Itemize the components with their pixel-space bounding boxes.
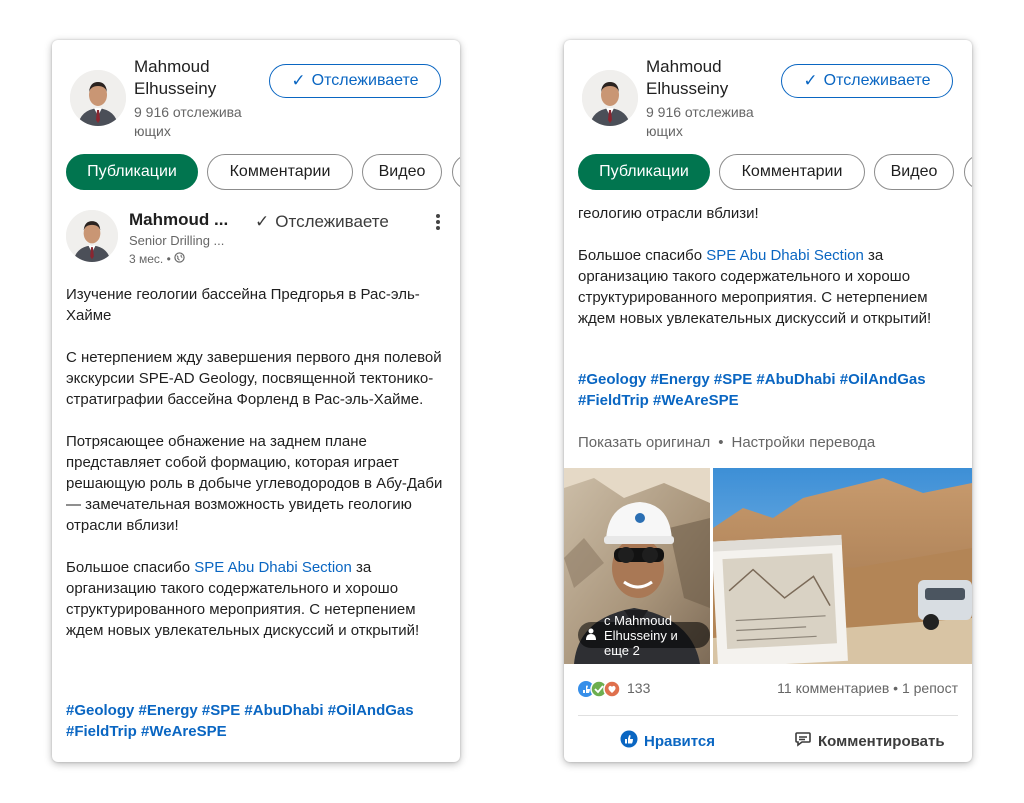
tab-posts[interactable]: Публикации (578, 154, 710, 190)
photo-tag-text: с Mahmoud Elhusseiny и еще 2 (604, 612, 678, 658)
tab-videos[interactable]: Видео (874, 154, 954, 190)
profile-card-left (52, 40, 460, 762)
post-paragraph-thanks (66, 557, 451, 641)
post-photo-signboard[interactable] (713, 468, 972, 664)
profile-header (564, 40, 972, 140)
following-button[interactable] (269, 64, 441, 98)
person-icon (586, 628, 596, 643)
profile-name[interactable]: Mahmoud Elhusseiny (646, 57, 729, 98)
comment-button[interactable] (794, 730, 945, 752)
tab-posts[interactable]: Публикации (66, 154, 198, 190)
post-timestamp (129, 252, 185, 266)
comment-icon (794, 730, 818, 752)
post-following-button[interactable] (255, 212, 389, 232)
company-link[interactable]: SPE Abu Dhabi Section (194, 559, 352, 576)
thanks-text: Большое спасибо (66, 559, 195, 576)
profile-header (52, 40, 460, 140)
thanks-text-end: за организацию такого содержательного и хорошо структурированного мероприятия. С нетерпением ждем новых увлекательных дискуссий и открытий! (578, 247, 932, 327)
profile-tabs (66, 154, 460, 190)
post-photos (564, 468, 972, 664)
tab-comments[interactable]: Комментарии (719, 154, 865, 190)
reactions-row (578, 678, 958, 700)
following-button-label: Отслеживаете (823, 72, 931, 89)
post-paragraph-fragment: геологию отрасли вблизи! (578, 205, 759, 222)
reaction-count[interactable]: 133 (627, 680, 651, 696)
profile-avatar[interactable] (582, 70, 638, 126)
reaction-icons[interactable] (578, 680, 624, 698)
photo-tag-chip[interactable] (578, 612, 710, 658)
follower-count: 9 916 отслежива ющих (134, 104, 242, 139)
post-following-label: Отслеживаете (275, 212, 389, 231)
globe-icon (174, 252, 185, 266)
post-paragraph: Изучение геологии бассейна Предгорья в Рас-эль-Хайме (66, 286, 420, 324)
post-time-text: 3 мес. • (129, 252, 171, 266)
post-author-headline: Senior Drilling ... (129, 233, 225, 248)
profile-avatar[interactable] (70, 70, 126, 126)
check-icon: ✓ (803, 71, 818, 90)
follower-count: 9 916 отслежива ющих (646, 104, 754, 139)
post-hashtags[interactable]: #Geology #Energy #SPE #AbuDhabi #OilAndGas #FieldTrip #WeAreSPE (66, 702, 414, 740)
check-icon: ✓ (255, 212, 270, 231)
like-button[interactable] (620, 730, 715, 752)
tab-comments[interactable]: Комментарии (207, 154, 353, 190)
translation-links (578, 434, 875, 451)
like-icon (620, 730, 644, 752)
post-photo-selfie[interactable] (564, 468, 710, 664)
profile-tabs (578, 154, 972, 190)
post-body (66, 284, 451, 641)
tab-more[interactable] (964, 154, 972, 190)
like-label: Нравится (644, 732, 716, 750)
thanks-text-end: за организацию такого содержательного и хорошо структурированного мероприятия. С нетерпением ждем новых увлекательных дискуссий и открытий! (66, 559, 420, 639)
thanks-text: Большое спасибо (578, 247, 707, 264)
following-button-label: Отслеживаете (311, 72, 419, 89)
following-button[interactable] (781, 64, 953, 98)
post-paragraph: С нетерпением жду завершения первого дня полевой экскурсии SPE-AD Geology, посвященной тектонико-стратиграфии бассейна Форленд в Рас-эль-Хайме. (66, 349, 442, 408)
comment-label: Комментировать (818, 732, 945, 750)
profile-name[interactable]: Mahmoud Elhusseiny (134, 57, 217, 98)
tab-videos[interactable]: Видео (362, 154, 442, 190)
translation-settings-link[interactable]: Настройки перевода (731, 434, 876, 451)
separator-dot: • (718, 434, 724, 451)
company-link[interactable]: SPE Abu Dhabi Section (706, 247, 864, 264)
show-original-link[interactable]: Показать оригинал (578, 434, 711, 451)
comments-reposts-count[interactable]: 11 комментариев • 1 репост (777, 680, 958, 696)
check-icon: ✓ (291, 71, 306, 90)
post-hashtags[interactable]: #Geology #Energy #SPE #AbuDhabi #OilAndGas #FieldTrip #WeAreSPE (578, 371, 926, 409)
post-author-name[interactable]: Mahmoud ... (129, 210, 229, 229)
post-author-avatar[interactable] (66, 210, 118, 262)
tab-more[interactable] (452, 154, 460, 190)
profile-card-right (564, 40, 972, 762)
post-paragraph-thanks (578, 245, 963, 329)
more-vertical-icon[interactable] (433, 212, 443, 232)
divider (578, 715, 958, 716)
post-paragraph: Потрясающее обнажение на заднем плане представляет собой формацию, которая играет решающую роль в добыче углеводородов в Абу-Даби — замечательная возможность увидеть геологию отрасли вблизи! (66, 433, 443, 534)
post-body-continued (578, 203, 963, 329)
